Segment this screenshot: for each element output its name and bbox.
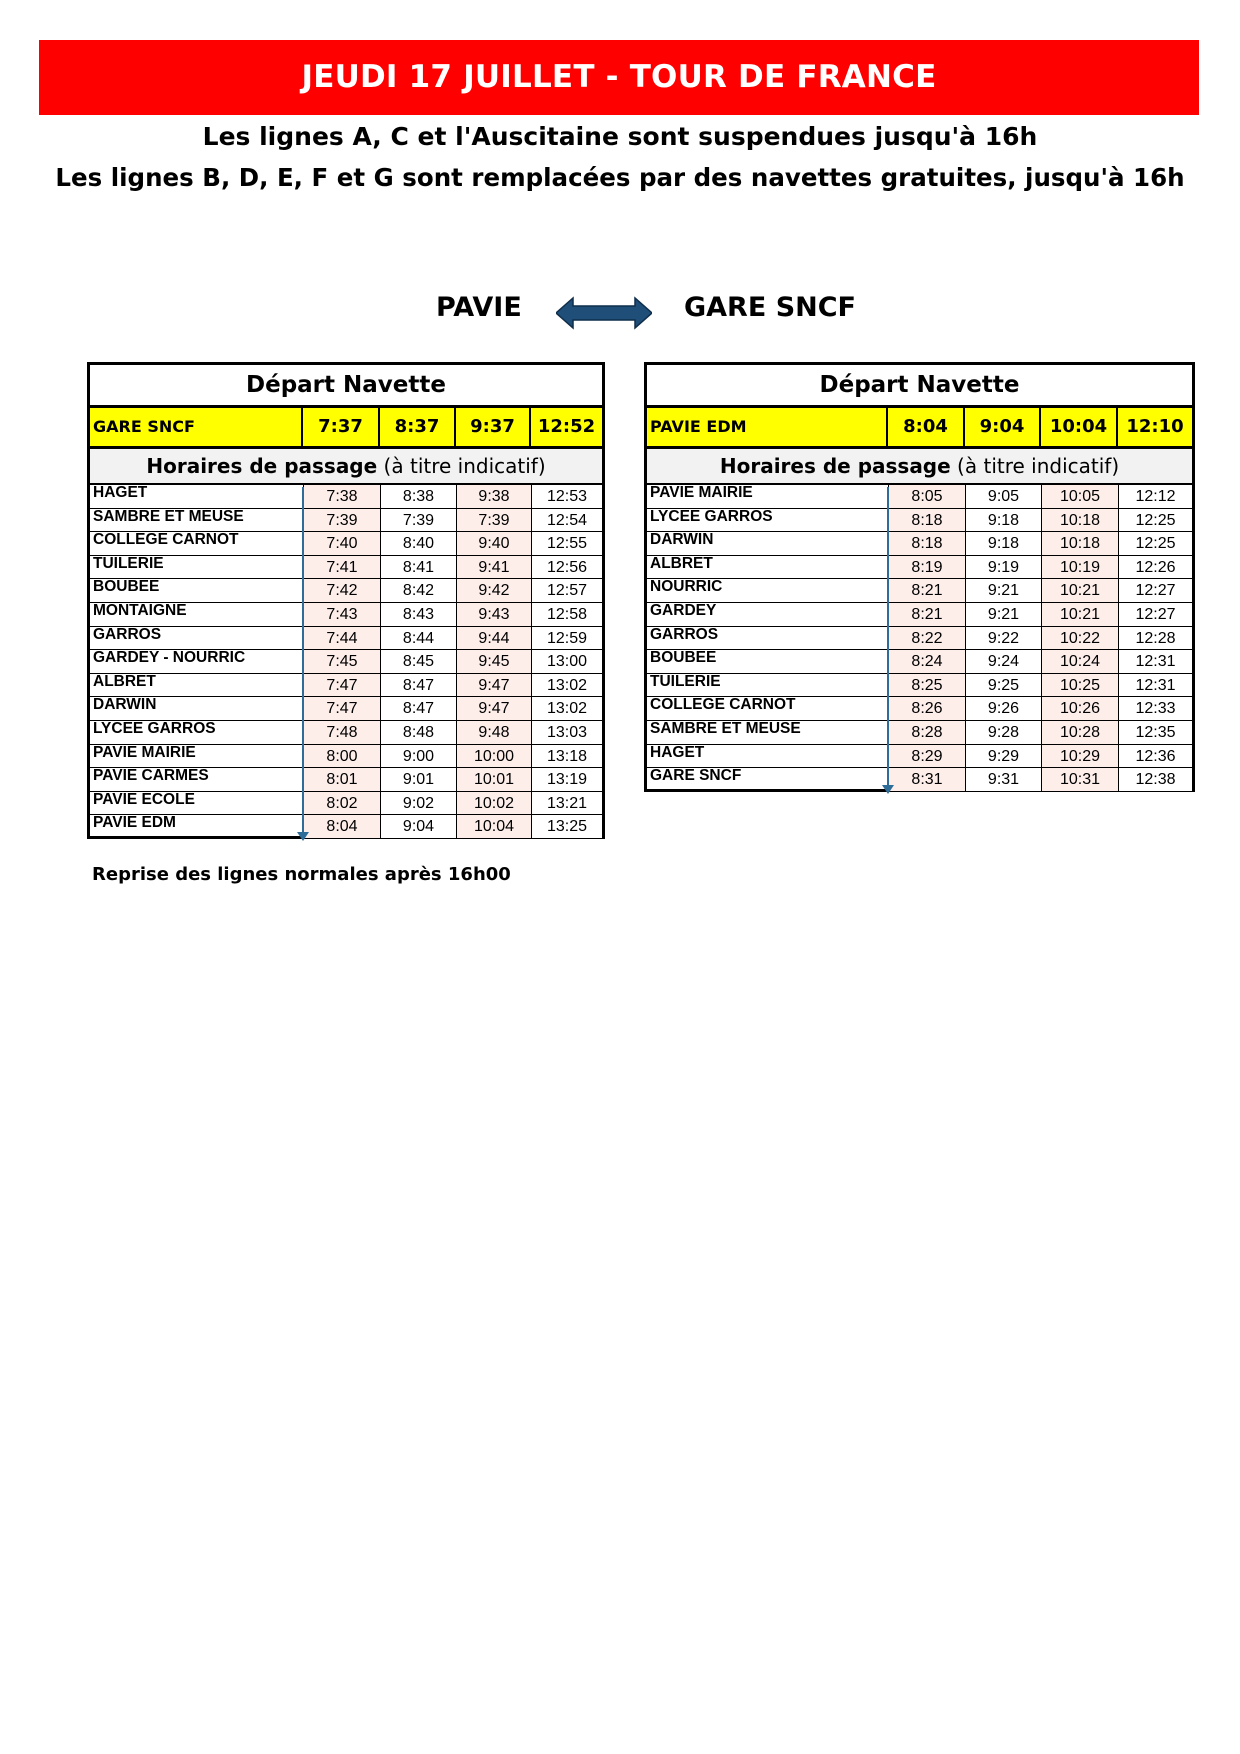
- direction-arrow-icon: [302, 487, 304, 833]
- passage-time: 8:02: [303, 792, 380, 815]
- passage-time: 7:39: [380, 509, 456, 532]
- stop-name: COLLEGE CARNOT: [650, 697, 796, 714]
- passage-time: 8:47: [380, 697, 456, 720]
- passage-time: 9:19: [965, 556, 1041, 579]
- timetable-title: Départ Navette: [647, 365, 1192, 408]
- route-destination: GARE SNCF: [684, 292, 856, 323]
- passage-time: 9:43: [456, 603, 531, 626]
- table-row: [647, 627, 1192, 651]
- passage-time: 8:01: [303, 768, 380, 791]
- passage-time: 12:55: [531, 532, 602, 555]
- passage-time: 10:04: [456, 815, 531, 838]
- passage-time: 12:33: [1118, 697, 1192, 720]
- passage-time: 8:18: [888, 509, 965, 532]
- passage-time: 8:21: [888, 603, 965, 626]
- passage-time: 9:25: [965, 674, 1041, 697]
- passage-time: 10:22: [1041, 627, 1118, 650]
- timetable-title: Départ Navette: [90, 365, 602, 408]
- departure-time: 12:52: [537, 416, 596, 437]
- passage-time: 9:31: [965, 768, 1041, 791]
- timetable-subheader: [90, 449, 602, 485]
- table-row: [647, 674, 1192, 698]
- passage-time: 12:27: [1118, 603, 1192, 626]
- passage-time: 9:38: [456, 485, 531, 508]
- direction-arrow-icon: [887, 487, 889, 786]
- passage-time: 9:41: [456, 556, 531, 579]
- table-row: [647, 485, 1192, 509]
- passage-time: 8:18: [888, 532, 965, 555]
- passage-time: 9:47: [456, 697, 531, 720]
- table-row: [90, 603, 602, 627]
- stop-name: GARE SNCF: [650, 768, 742, 785]
- passage-time: 13:00: [531, 650, 602, 673]
- stop-name: PAVIE ECOLE: [93, 791, 195, 808]
- table-row: [647, 721, 1192, 745]
- stop-name: ALBRET: [93, 673, 156, 690]
- passage-time: 9:45: [456, 650, 531, 673]
- passage-time: 13:02: [531, 674, 602, 697]
- passage-time: 12:26: [1118, 556, 1192, 579]
- passage-time: 9:44: [456, 627, 531, 650]
- stop-name: GARDEY - NOURRIC: [93, 650, 246, 667]
- stop-name: ALBRET: [650, 555, 713, 572]
- table-row: [90, 768, 602, 792]
- passage-time: 8:26: [888, 697, 965, 720]
- passage-time: 7:38: [303, 485, 380, 508]
- table-row: [90, 721, 602, 745]
- timetable-gare-to-pavie: [87, 362, 605, 839]
- stop-name: GARROS: [93, 626, 162, 643]
- passage-time: 12:38: [1118, 768, 1192, 791]
- table-row: [90, 815, 602, 839]
- subheader-bold: Horaires de passage: [146, 454, 378, 478]
- passage-time: 12:54: [531, 509, 602, 532]
- table-row: [90, 792, 602, 816]
- passage-time: 8:00: [303, 745, 380, 768]
- passage-time: 9:26: [965, 697, 1041, 720]
- table-row: [90, 579, 602, 603]
- passage-time: 10:05: [1041, 485, 1118, 508]
- passage-time: 7:48: [303, 721, 380, 744]
- passage-time: 12:25: [1118, 509, 1192, 532]
- passage-time: 8:45: [380, 650, 456, 673]
- stop-name: DARWIN: [650, 532, 714, 549]
- passage-time: 9:18: [965, 532, 1041, 555]
- stop-name: BOUBEE: [93, 579, 160, 596]
- table-row: [647, 579, 1192, 603]
- passage-time: 10:01: [456, 768, 531, 791]
- passage-time: 10:19: [1041, 556, 1118, 579]
- passage-time: 10:00: [456, 745, 531, 768]
- passage-time: 9:04: [380, 815, 456, 838]
- passage-time: 8:42: [380, 579, 456, 602]
- passage-time: 12:12: [1118, 485, 1192, 508]
- passage-time: 13:21: [531, 792, 602, 815]
- passage-time: 12:36: [1118, 745, 1192, 768]
- passage-time: 10:26: [1041, 697, 1118, 720]
- departure-stop: GARE SNCF: [90, 408, 303, 446]
- route-origin: PAVIE: [436, 292, 522, 323]
- stop-name: COLLEGE CARNOT: [93, 532, 239, 549]
- suspension-notice: Les lignes A, C et l'Auscitaine sont suspendues jusqu'à 16h: [202, 122, 1038, 151]
- passage-time: 8:40: [380, 532, 456, 555]
- stop-name: SAMBRE ET MEUSE: [93, 508, 244, 525]
- table-row: [647, 509, 1192, 533]
- passage-time: 9:05: [965, 485, 1041, 508]
- replacement-notice: Les lignes B, D, E, F et G sont remplacées par des navettes gratuites, jusqu'à 16h: [55, 163, 1185, 192]
- passage-time: 9:28: [965, 721, 1041, 744]
- departure-stop: PAVIE EDM: [647, 408, 888, 446]
- passage-time: 12:59: [531, 627, 602, 650]
- passage-time: 9:01: [380, 768, 456, 791]
- stop-name: DARWIN: [93, 697, 157, 714]
- subheader-note: (à titre indicatif): [950, 454, 1120, 478]
- stop-name: GARROS: [650, 626, 719, 643]
- table-row: [647, 697, 1192, 721]
- double-arrow-icon: [556, 296, 652, 330]
- passage-time: 8:47: [380, 674, 456, 697]
- departure-time: 10:04: [1041, 408, 1118, 446]
- passage-time: 8:25: [888, 674, 965, 697]
- passage-time: 10:18: [1041, 509, 1118, 532]
- passage-time: 8:22: [888, 627, 965, 650]
- passage-time: 12:58: [531, 603, 602, 626]
- stop-name: HAGET: [650, 744, 705, 761]
- passage-time: 8:29: [888, 745, 965, 768]
- passage-time: 9:21: [965, 603, 1041, 626]
- passage-time: 12:31: [1118, 674, 1192, 697]
- passage-time: 12:28: [1118, 627, 1192, 650]
- table-row: [647, 603, 1192, 627]
- passage-time: 12:27: [1118, 579, 1192, 602]
- passage-time: 12:31: [1118, 650, 1192, 673]
- footer-note: Reprise des lignes normales après 16h00: [92, 864, 511, 885]
- passage-time: 10:02: [456, 792, 531, 815]
- table-row: [90, 509, 602, 533]
- passage-time: 10:29: [1041, 745, 1118, 768]
- passage-time: 8:04: [303, 815, 380, 838]
- departure-row: [90, 408, 602, 449]
- table-row: [90, 485, 602, 509]
- passage-time: 13:19: [531, 768, 602, 791]
- passage-time: 13:02: [531, 697, 602, 720]
- subheader-bold: Horaires de passage: [719, 454, 951, 478]
- stop-name: PAVIE MAIRIE: [650, 485, 753, 501]
- subheader-note: (à titre indicatif): [377, 454, 546, 478]
- passage-rows: [647, 485, 1192, 792]
- table-row: [647, 745, 1192, 769]
- passage-time: 8:48: [380, 721, 456, 744]
- passage-time: 9:48: [456, 721, 531, 744]
- passage-time: 12:56: [531, 556, 602, 579]
- passage-time: 7:43: [303, 603, 380, 626]
- passage-time: 9:00: [380, 745, 456, 768]
- passage-time: 7:45: [303, 650, 380, 673]
- stop-name: HAGET: [93, 485, 148, 501]
- passage-time: 8:41: [380, 556, 456, 579]
- passage-time: 7:39: [456, 509, 531, 532]
- passage-time: 9:42: [456, 579, 531, 602]
- timetable-subheader: [647, 449, 1192, 485]
- passage-time: 9:18: [965, 509, 1041, 532]
- passage-time: 8:38: [380, 485, 456, 508]
- table-row: [647, 650, 1192, 674]
- stop-name: PAVIE CARMES: [93, 768, 209, 785]
- page-title-banner: JEUDI 17 JUILLET - TOUR DE FRANCE: [39, 40, 1199, 115]
- passage-time: 9:47: [456, 674, 531, 697]
- departure-time: 9:04: [965, 408, 1041, 446]
- passage-time: 7:41: [303, 556, 380, 579]
- passage-time: 8:43: [380, 603, 456, 626]
- passage-time: 9:40: [456, 532, 531, 555]
- table-row: [647, 556, 1192, 580]
- passage-time: 8:28: [888, 721, 965, 744]
- table-row: [90, 745, 602, 769]
- passage-time: 9:02: [380, 792, 456, 815]
- table-row: [90, 650, 602, 674]
- passage-time: 13:03: [531, 721, 602, 744]
- stop-name: MONTAIGNE: [93, 602, 187, 619]
- departure-row: [647, 408, 1192, 449]
- passage-time: 7:42: [303, 579, 380, 602]
- passage-time: 12:25: [1118, 532, 1192, 555]
- table-row: [90, 674, 602, 698]
- table-row: [90, 556, 602, 580]
- passage-time: 10:25: [1041, 674, 1118, 697]
- passage-time: 13:25: [531, 815, 602, 838]
- passage-time: 12:35: [1118, 721, 1192, 744]
- departure-time: 12:10: [1126, 416, 1184, 437]
- passage-time: 8:21: [888, 579, 965, 602]
- passage-time: 7:39: [303, 509, 380, 532]
- departure-time: 9:37: [456, 408, 531, 446]
- departure-time: 7:37: [303, 408, 380, 446]
- passage-time: 12:57: [531, 579, 602, 602]
- passage-time: 9:29: [965, 745, 1041, 768]
- passage-rows: [90, 485, 602, 839]
- stop-name: NOURRIC: [650, 579, 723, 596]
- table-row: [90, 627, 602, 651]
- stop-name: TUILERIE: [650, 673, 721, 690]
- timetable-pavie-to-gare: [644, 362, 1195, 792]
- stop-name: LYCEE GARROS: [650, 508, 773, 525]
- departure-time: 8:37: [380, 408, 456, 446]
- passage-time: 7:47: [303, 697, 380, 720]
- passage-time: 10:31: [1041, 768, 1118, 791]
- stop-name: PAVIE MAIRIE: [93, 744, 196, 761]
- table-row: [90, 697, 602, 721]
- stop-name: SAMBRE ET MEUSE: [650, 720, 801, 737]
- passage-time: 9:21: [965, 579, 1041, 602]
- passage-time: 9:24: [965, 650, 1041, 673]
- passage-time: 10:21: [1041, 603, 1118, 626]
- stop-name: GARDEY: [650, 602, 717, 619]
- passage-time: 8:31: [888, 768, 965, 791]
- passage-time: 10:18: [1041, 532, 1118, 555]
- passage-time: 12:53: [531, 485, 602, 508]
- passage-time: 9:22: [965, 627, 1041, 650]
- passage-time: 7:40: [303, 532, 380, 555]
- passage-time: 8:19: [888, 556, 965, 579]
- stop-name: TUILERIE: [93, 555, 164, 572]
- table-row: [90, 532, 602, 556]
- stop-name: LYCEE GARROS: [93, 720, 216, 737]
- stop-name: BOUBEE: [650, 650, 717, 667]
- passage-time: 7:47: [303, 674, 380, 697]
- passage-time: 8:44: [380, 627, 456, 650]
- table-row: [647, 532, 1192, 556]
- passage-time: 10:24: [1041, 650, 1118, 673]
- passage-time: 7:44: [303, 627, 380, 650]
- passage-time: 10:28: [1041, 721, 1118, 744]
- passage-time: 10:21: [1041, 579, 1118, 602]
- stop-name: PAVIE EDM: [93, 815, 176, 832]
- departure-time: 8:04: [888, 408, 965, 446]
- passage-time: 8:05: [888, 485, 965, 508]
- table-row: [647, 768, 1192, 792]
- passage-time: 8:24: [888, 650, 965, 673]
- passage-time: 13:18: [531, 745, 602, 768]
